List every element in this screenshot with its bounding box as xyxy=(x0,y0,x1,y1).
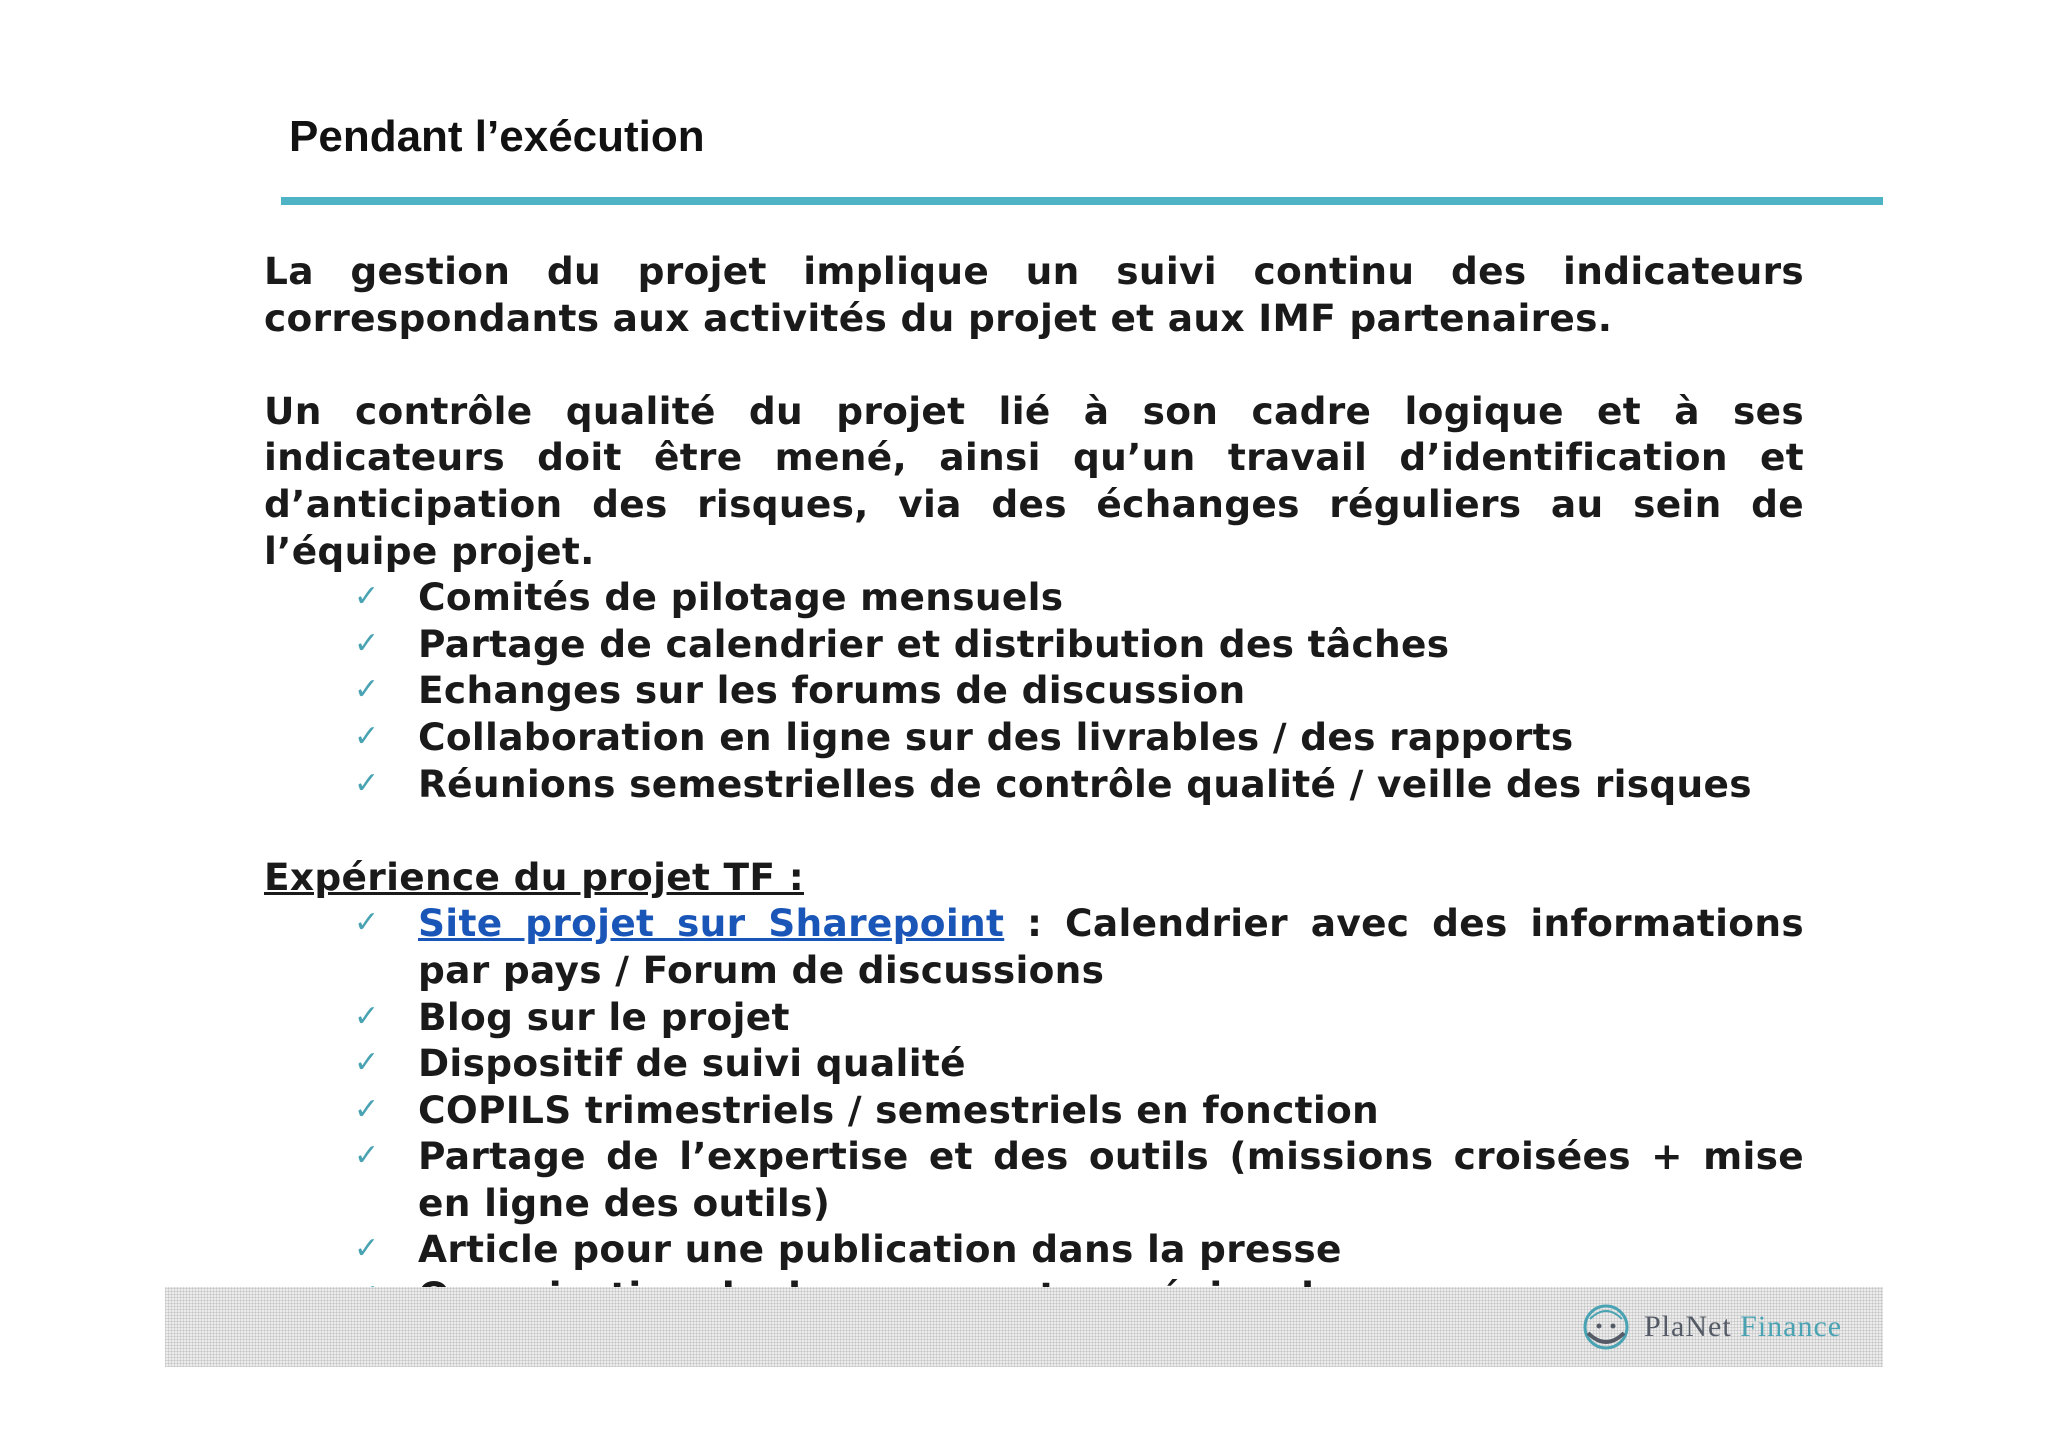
list-item xyxy=(264,714,1804,761)
list-item xyxy=(264,621,1804,668)
list-item-text: Partage de l’expertise et des outils (missions croisées + mise en ligne des outils) xyxy=(418,1134,1804,1225)
list-item xyxy=(264,1133,1804,1226)
list-item xyxy=(264,1226,1804,1273)
experience-list xyxy=(264,900,1804,1319)
list-item xyxy=(264,574,1804,621)
list-item-text: Article pour une publication dans la presse xyxy=(418,1227,1342,1272)
activities-list xyxy=(264,574,1804,807)
list-item-text: Collaboration en ligne sur des livrables / des rapports xyxy=(418,714,1574,759)
list-item-text: COPILS trimestriels / semestriels en fonction xyxy=(418,1087,1380,1132)
globe-face-icon xyxy=(1580,1299,1632,1355)
checkmark-icon: ✓ xyxy=(354,765,380,801)
list-item-text: Comités de pilotage mensuels xyxy=(418,575,1064,620)
checkmark-icon: ✓ xyxy=(354,1138,380,1174)
list-item-text: Réunions semestrielles de contrôle qualité / veille des risques xyxy=(418,761,1752,806)
page-title: Pendant l’exécution xyxy=(289,112,705,161)
logo-text xyxy=(1644,1310,1842,1344)
checkmark-icon: ✓ xyxy=(354,1231,380,1267)
planet-finance-logo xyxy=(1580,1297,1842,1357)
spacer xyxy=(264,807,1804,854)
list-item-text: Echanges sur les forums de discussion xyxy=(418,668,1246,713)
intro-paragraph-2: Un contrôle qualité du projet lié à son cadre logique et à ses indicateurs doit être mené, ainsi qu’un travail d’identification et d’anticipation des risques, via des échanges réguliers au sein de l’équipe projet. xyxy=(264,388,1804,573)
logo-planet-text: PlaNet xyxy=(1644,1310,1732,1343)
list-item-text: Dispositif de suivi qualité xyxy=(418,1041,966,1086)
intro-paragraph-1: La gestion du projet implique un suivi continu des indicateurs correspondants aux activités du projet et aux IMF partenaires. xyxy=(264,249,1804,340)
list-item xyxy=(264,900,1804,993)
list-item xyxy=(264,1087,1804,1134)
checkmark-icon: ✓ xyxy=(354,672,380,708)
slide-body xyxy=(264,248,1804,1320)
list-item xyxy=(264,994,1804,1041)
checkmark-icon: ✓ xyxy=(354,579,380,615)
logo-finance-text: Finance xyxy=(1740,1310,1843,1343)
sharepoint-description: : Calendrier avec des informations par pays / Forum de discussions xyxy=(418,901,1804,992)
checkmark-icon: ✓ xyxy=(354,1091,380,1127)
spacer xyxy=(264,341,1804,388)
list-item-text xyxy=(418,900,1804,993)
list-item xyxy=(264,1040,1804,1087)
list-item-text: Partage de calendrier et distribution des tâches xyxy=(418,621,1450,666)
title-divider xyxy=(281,197,1883,205)
checkmark-icon: ✓ xyxy=(354,625,380,661)
list-item xyxy=(264,761,1804,808)
checkmark-icon: ✓ xyxy=(354,718,380,754)
checkmark-icon: ✓ xyxy=(354,1045,380,1081)
sharepoint-link[interactable]: Site projet sur Sharepoint xyxy=(418,901,1005,946)
checkmark-icon: ✓ xyxy=(354,905,380,941)
list-item-text: Blog sur le projet xyxy=(418,994,790,1039)
checkmark-icon: ✓ xyxy=(354,998,380,1034)
experience-heading: Expérience du projet TF : xyxy=(264,854,804,899)
list-item xyxy=(264,667,1804,714)
